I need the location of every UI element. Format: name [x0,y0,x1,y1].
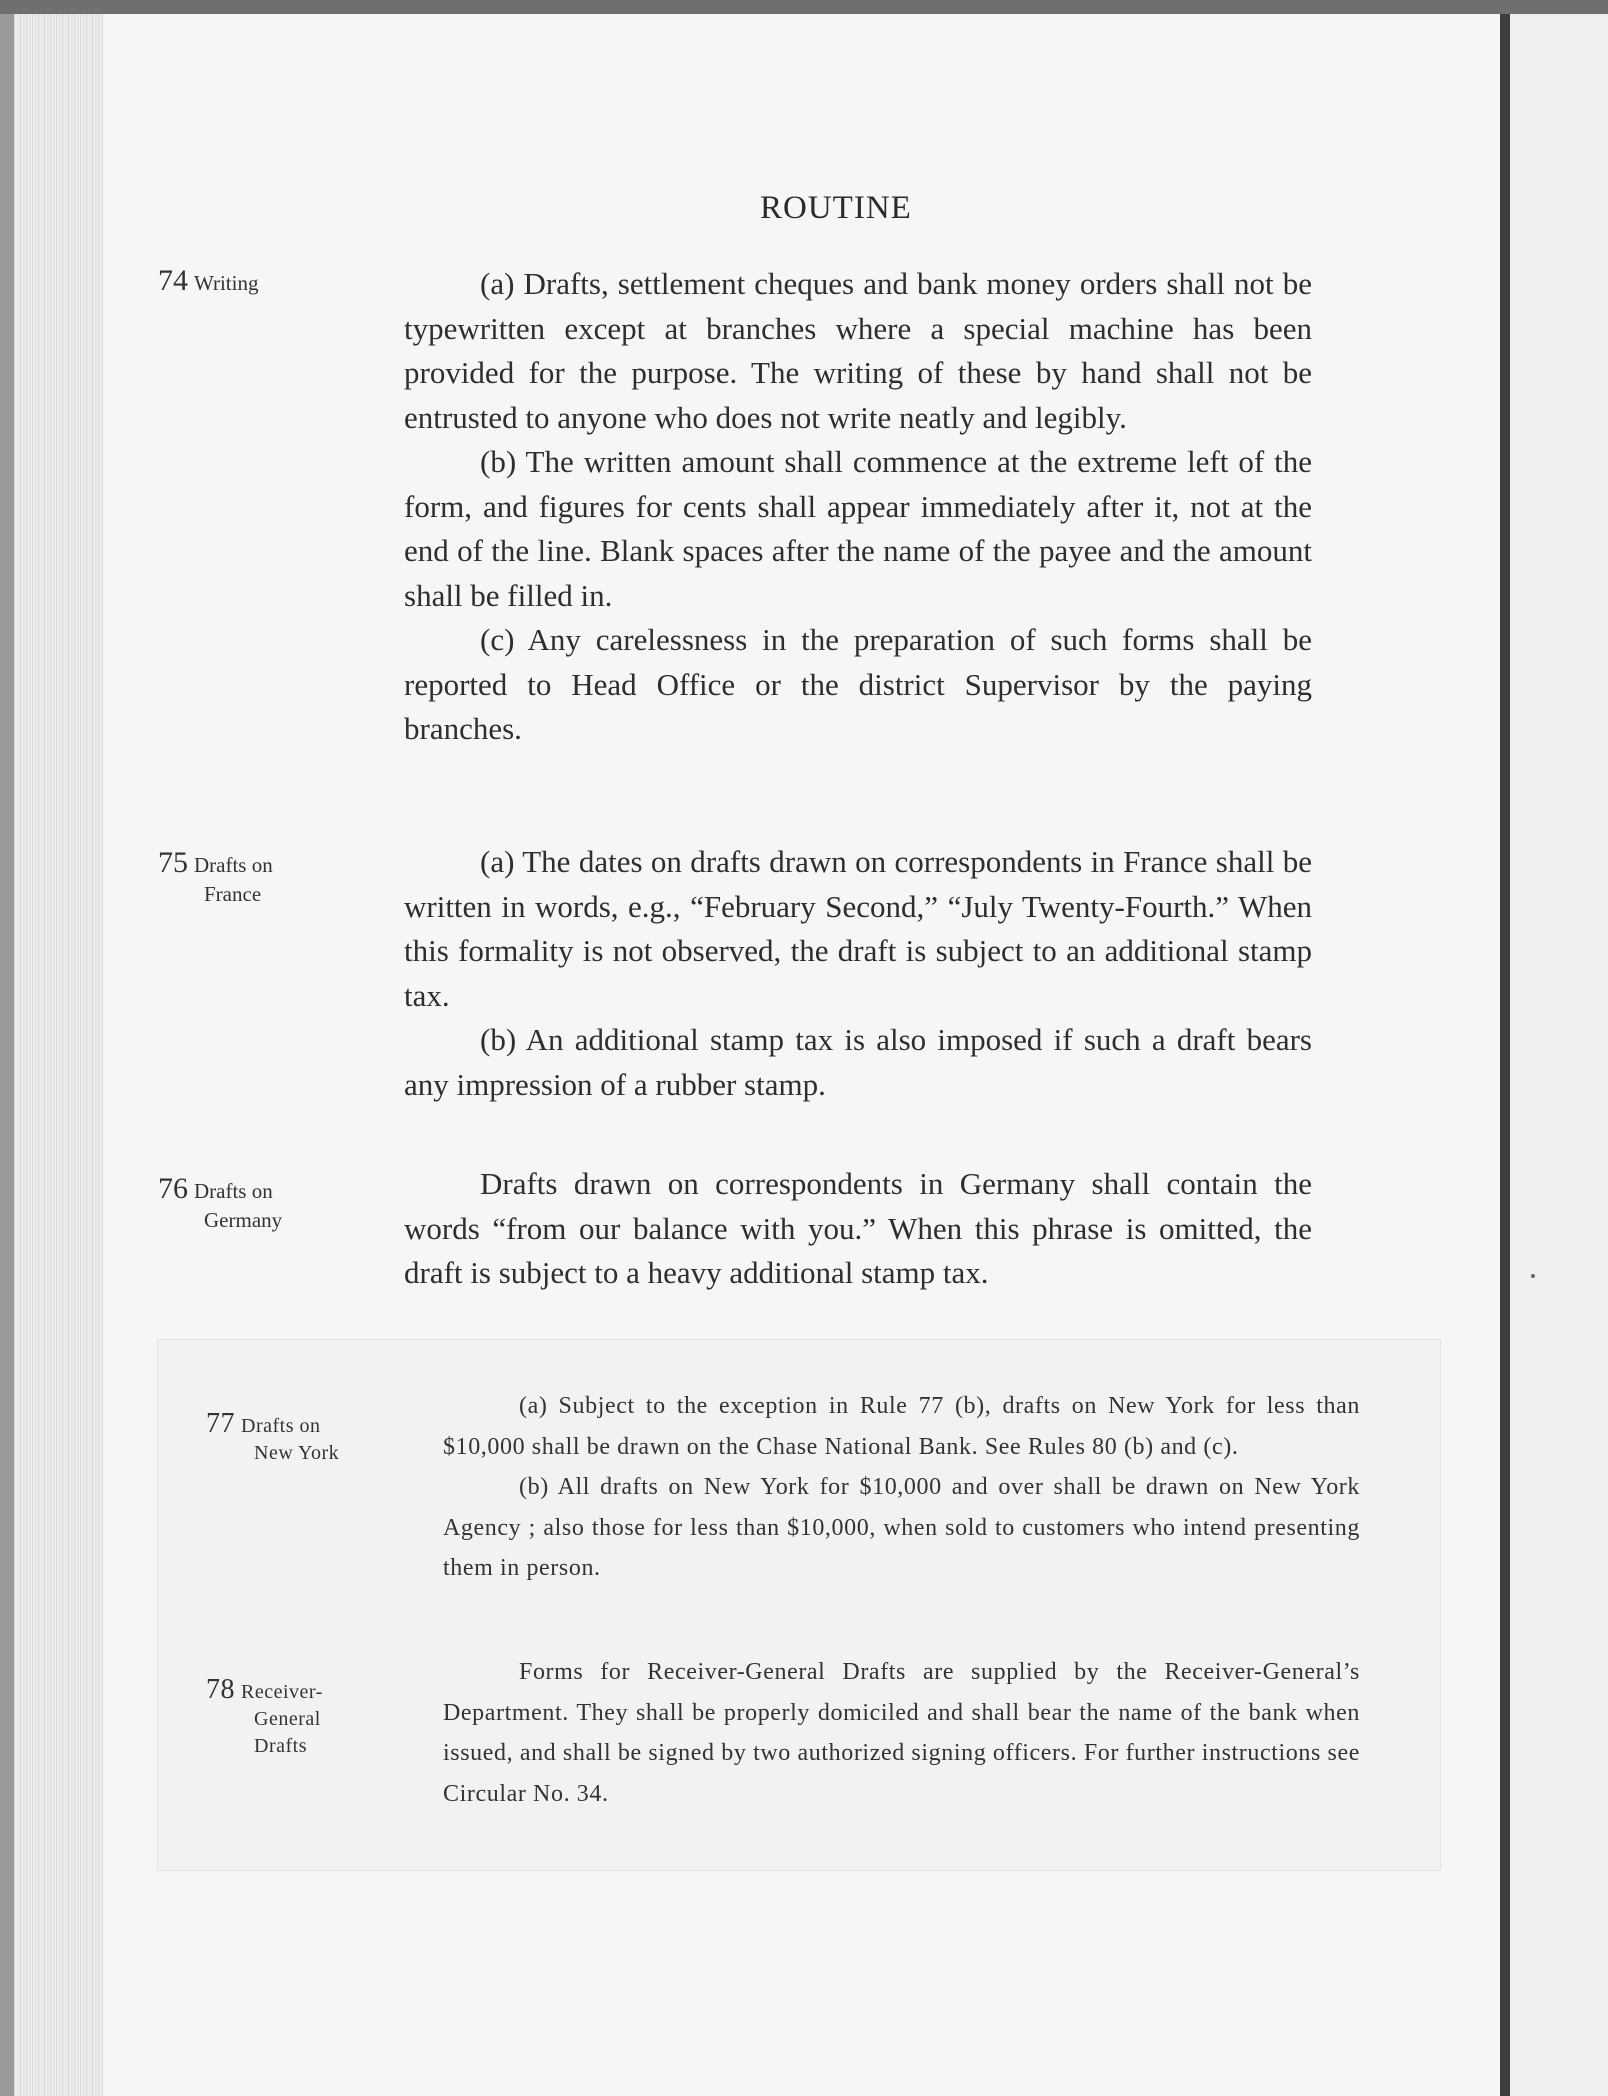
paragraph: (b) An additional stamp tax is also imposed if such a draft bears any impression of a rubber stamp. [404,1022,1312,1102]
rule-75-margin-note [158,848,273,909]
rule-78-margin-note [206,1676,323,1760]
scanner-top-edge [0,0,1608,14]
rule-title-line: Germany [204,1208,283,1232]
rule-78-text [443,1652,1360,1814]
rule-title-line: Receiver- [241,1681,323,1703]
rule-title: Writing [194,271,259,295]
rule-74-text [404,262,1312,752]
rule-77-margin-note [206,1410,339,1467]
running-head: ROUTINE [760,190,912,226]
paragraph: (b) The written amount shall commence at the extreme left of the form, and figures for cents shall appear immediately after it, not at the end of the line. Blank spaces after the name of the payee and the amount shall be filled in. [404,444,1312,613]
rule-76-margin-note [158,1174,282,1235]
rule-number: 76 [158,1172,188,1205]
facing-page-edge [1510,14,1608,2096]
book-page-edges [14,14,104,2096]
paragraph: (b) All drafts on New York for $10,000 and over shall be drawn on New York Agency ; also those for less than $10,000, when sold to customers who intend presenting them in person. [443,1474,1360,1581]
book-gutter [1500,14,1510,2096]
rule-title-line: France [204,882,262,906]
rule-77-text [443,1386,1360,1589]
rule-75-text [404,840,1312,1107]
rule-title-line: Drafts on [241,1415,321,1437]
rule-title-line: Drafts on [194,1179,273,1203]
scanner-left-edge [0,14,14,2096]
rule-title-line: New York [254,1442,340,1464]
speck [1531,1274,1535,1278]
paragraph: Forms for Receiver-General Drafts are supplied by the Receiver-General’s Department. They shall be properly domiciled and shall bear the name of the bank when issued, and shall be signed by two authorized signing officers. For further instructions see Circular No. 34. [443,1659,1360,1807]
rule-number: 77 [206,1408,235,1439]
rule-number: 75 [158,846,188,879]
rule-title-line: Drafts [254,1735,307,1757]
rule-title-line: Drafts on [194,853,273,877]
rule-number: 78 [206,1674,235,1705]
paragraph: (a) The dates on drafts drawn on correspondents in France shall be written in words, e.g., “February Second,” “July Twenty-Fourth.” When this formality is not observed, the draft is subject to an additional stamp tax. [404,844,1312,1013]
paragraph: (a) Drafts, settlement cheques and bank money orders shall not be typewritten except at branches where a special machine has been provided for the purpose. The writing of these by hand shall not be entrusted to anyone who does not write neatly and legibly. [404,266,1312,435]
rule-title-line: General [254,1708,321,1730]
rule-number: 74 [158,264,188,297]
paragraph: (a) Subject to the exception in Rule 77 (b), drafts on New York for less than $10,000 shall be drawn on the Chase National Bank. See Rules 80 (b) and (c). [443,1393,1360,1460]
paragraph: Drafts drawn on correspondents in Germany shall contain the words “from our balance with you.” When this phrase is omitted, the draft is subject to a heavy additional stamp tax. [404,1166,1312,1290]
paragraph: (c) Any carelessness in the preparation of such forms shall be reported to Head Office or the district Supervisor by the paying branches. [404,622,1312,746]
rule-76-text [404,1162,1312,1296]
rule-74-margin-note [158,266,258,298]
